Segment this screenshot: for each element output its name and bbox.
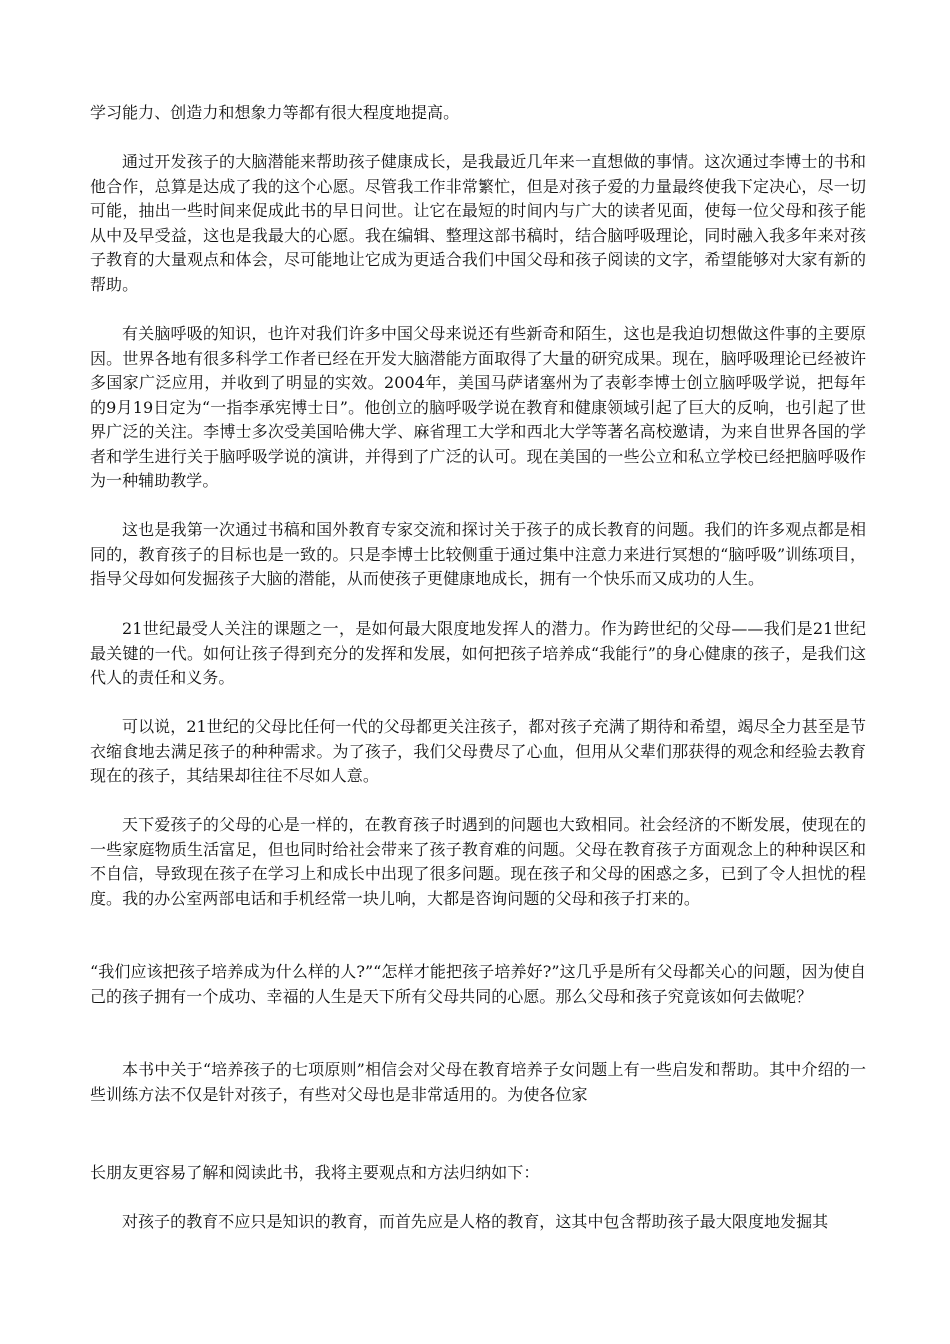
paragraph-3: 有关脑呼吸的知识，也许对我们许多中国父母来说还有些新奇和陌生，这也是我迫切想做这件事的主要原因。世界各地有很多科学工作者已经在开发大脑潜能方面取得了大量的研究成果。现在，脑呼吸理论已经被许多国家广泛应用，并收到了明显的实效。2004年，美国马萨诸塞州为了表彰李博士创立脑呼吸学说，把每年的9月19日定为“一指李承宪博士日”。他创立的脑呼吸学说在教育和健康领域引起了巨大的反响，也引起了世界广泛的关注。李博士多次受美国哈佛大学、麻省理工大学和西北大学等著名高校邀请，为来自世界各国的学者和学生进行关于脑呼吸学说的演讲，并得到了广泛的认可。现在美国的一些公立和私立学校已经把脑呼吸作为一种辅助教学。: [90, 324, 866, 490]
paragraph-1: 学习能力、创造力和想象力等都有很大程度地提高。: [90, 103, 460, 122]
paragraph-5: 21世纪最受人关注的课题之一，是如何最大限度地发挥人的潜力。作为跨世纪的父母——我们是21世纪最关键的一代。如何让孩子得到充分的发挥和发展，如何把孩子培养成“我能行”的身心健康的孩子，是我们这代人的责任和义务。: [90, 619, 866, 687]
paragraph-11: 对孩子的教育不应只是知识的教育，而首先应是人格的教育，这其中包含帮助孩子最大限度地发掘其: [122, 1212, 829, 1231]
paragraph-9: 本书中关于“培养孩子的七项原则”相信会对父母在教育培养子女问题上有一些启发和帮助。其中介绍的一些训练方法不仅是针对孩子，有些对父母也是非常适用的。为使各位家: [90, 1060, 866, 1104]
paragraph-6: 可以说，21世纪的父母比任何一代的父母都更关注孩子，都对孩子充满了期待和希望，竭尽全力甚至是节衣缩食地去满足孩子的种种需求。为了孩子，我们父母费尽了心血，但用从父辈们那获得的观念和经验去教育现在的孩子，其结果却往往不尽如人意。: [90, 717, 866, 785]
paragraph-8: “我们应该把孩子培养成为什么样的人?”“怎样才能把孩子培养好?”这几乎是所有父母都关心的问题，因为使自己的孩子拥有一个成功、幸福的人生是天下所有父母共同的心愿。那么父母和孩子究竟该如何去做呢？: [90, 962, 866, 1006]
paragraph-7: 天下爱孩子的父母的心是一样的，在教育孩子时遇到的问题也大致相同。社会经济的不断发展，使现在的一些家庭物质生活富足，但也同时给社会带来了孩子教育难的问题。父母在教育孩子方面观念上的种种误区和不自信，导致现在孩子在学习上和成长中出现了很多问题。现在孩子和父母的困惑之多，已到了令人担忧的程度。我的办公室两部电话和手机经常一块儿响，大都是咨询问题的父母和孩子打来的。: [90, 815, 866, 908]
paragraph-10: 长朋友更容易了解和阅读此书，我将主要观点和方法归纳如下：: [90, 1163, 540, 1182]
paragraph-2: 通过开发孩子的大脑潜能来帮助孩子健康成长，是我最近几年来一直想做的事情。这次通过李博士的书和他合作，总算是达成了我的这个心愿。尽管我工作非常繁忙，但是对孩子爱的力量最终使我下定决心，尽一切可能，抽出一些时间来促成此书的早日问世。让它在最短的时间内与广大的读者见面，使每一位父母和孩子能从中及早受益，这也是我最大的心愿。我在编辑、整理这部书稿时，结合脑呼吸理论，同时融入我多年来对孩子教育的大量观点和体会，尽可能地让它成为更适合我们中国父母和孩子阅读的文字，希望能够对大家有新的帮助。: [90, 152, 866, 294]
paragraph-4: 这也是我第一次通过书稿和国外教育专家交流和探讨关于孩子的成长教育的问题。我们的许多观点都是相同的，教育孩子的目标也是一致的。只是李博士比较侧重于通过集中注意力来进行冥想的“脑呼吸”训练项目，指导父母如何发掘孩子大脑的潜能，从而使孩子更健康地成长，拥有一个快乐而又成功的人生。: [90, 520, 866, 588]
